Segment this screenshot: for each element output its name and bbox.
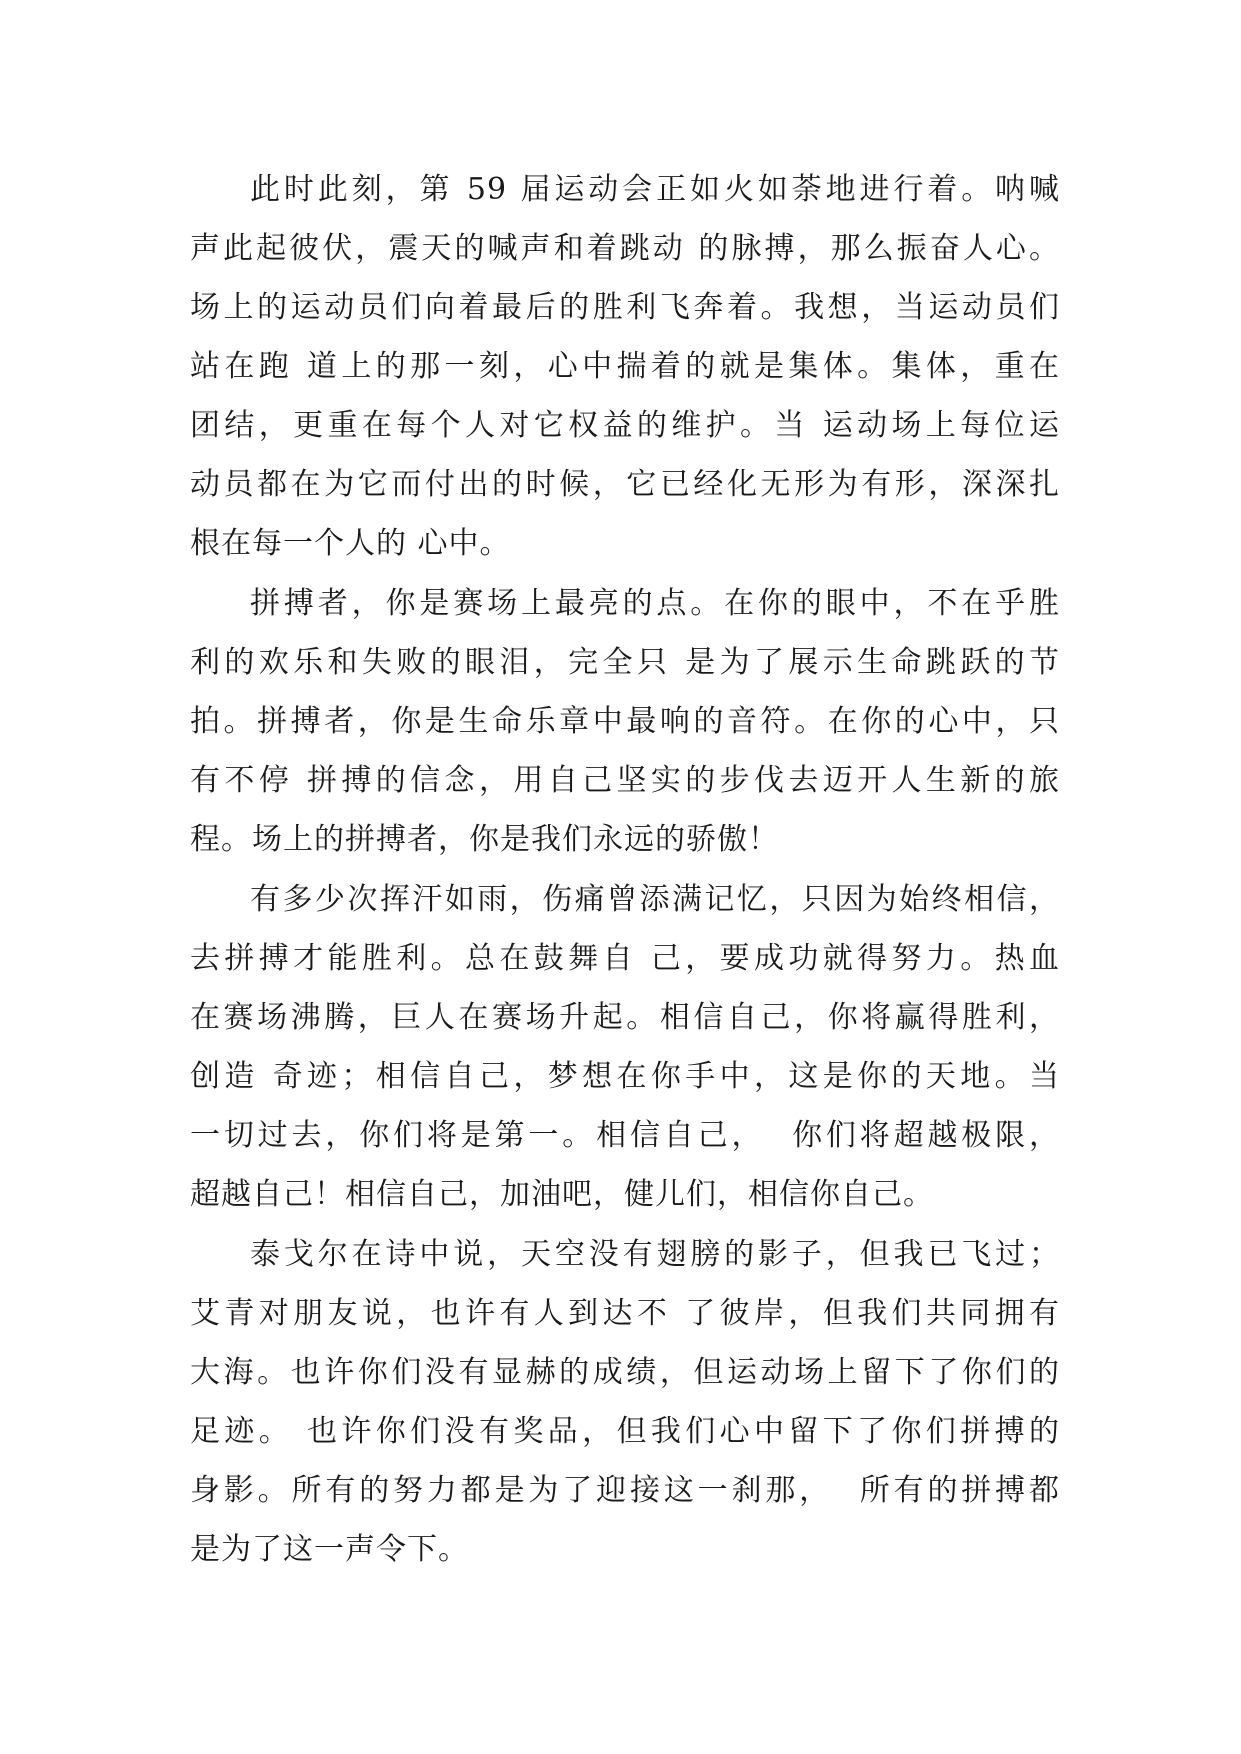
text-line: 拼搏者，你是赛场上最亮的点。在你的眼中，不在乎胜 [250, 586, 1060, 621]
text-line: 根在每一个人的 心中。 [190, 526, 511, 561]
paragraph-1 [190, 160, 1060, 573]
text-line: 在赛场沸腾，巨人在赛场升起。相信自己，你将赢得胜利， [190, 1000, 1060, 1035]
text-line: 此时此刻，第 59 届运动会正如火如荼地进行着。呐喊 [250, 172, 1060, 207]
text-line: 拍。拼搏者，你是生命乐章中最响的音符。在你的心中，只 [190, 704, 1060, 739]
text-line: 去拼搏才能胜利。总在鼓舞自 己，要成功就得努力。热血 [190, 941, 1060, 976]
text-line: 超越自己！相信自己，加油吧，健儿们，相信你自己。 [190, 1177, 934, 1212]
paragraph-3 [190, 870, 1060, 1224]
text-line: 艾青对朋友说，也许有人到达不 了彼岸，但我们共同拥有 [190, 1296, 1060, 1331]
text-line: 有不停 拼搏的信念，用自己坚实的步伐去迈开人生新的旅 [190, 763, 1060, 798]
text-line: 程。场上的拼搏者，你是我们永远的骄傲！ [190, 822, 779, 857]
text-line: 身影。所有的努力都是为了迎接这一刹那， 所有的拼搏都 [190, 1473, 1060, 1508]
text-line: 团结，更重在每个人对它权益的维护。当 运动场上每位运 [190, 408, 1060, 443]
text-line: 大海。也许你们没有显赫的成绩，但运动场上留下了你们的 [190, 1355, 1060, 1390]
text-line: 动员都在为它而付出的时候，它已经化无形为有形，深深扎 [190, 467, 1060, 502]
text-line: 站在跑 道上的那一刻，心中揣着的就是集体。集体，重在 [190, 349, 1060, 384]
text-line: 足迹。 也许你们没有奖品，但我们心中留下了你们拼搏的 [190, 1414, 1060, 1449]
text-line: 声此起彼伏，震天的喊声和着跳动 的脉搏，那么振奋人心。 [190, 231, 1060, 266]
text-line: 有多少次挥汗如雨，伤痛曾添满记忆，只因为始终相信， [250, 882, 1060, 917]
text-line: 场上的运动员们向着最后的胜利飞奔着。我想，当运动员们 [190, 290, 1060, 325]
text-line: 利的欢乐和失败的眼泪，完全只 是为了展示生命跳跃的节 [190, 645, 1060, 680]
paragraph-2 [190, 574, 1060, 869]
text-line: 是为了这一声令下。 [190, 1532, 469, 1567]
text-line: 泰戈尔在诗中说，天空没有翅膀的影子，但我已飞过； [250, 1237, 1060, 1272]
text-line: 创造 奇迹；相信自己，梦想在你手中，这是你的天地。当 [190, 1059, 1060, 1094]
paragraph-4 [190, 1225, 1060, 1579]
document-body [190, 160, 1060, 1579]
text-line: 一切过去，你们将是第一。相信自己， 你们将超越极限， [190, 1118, 1060, 1153]
